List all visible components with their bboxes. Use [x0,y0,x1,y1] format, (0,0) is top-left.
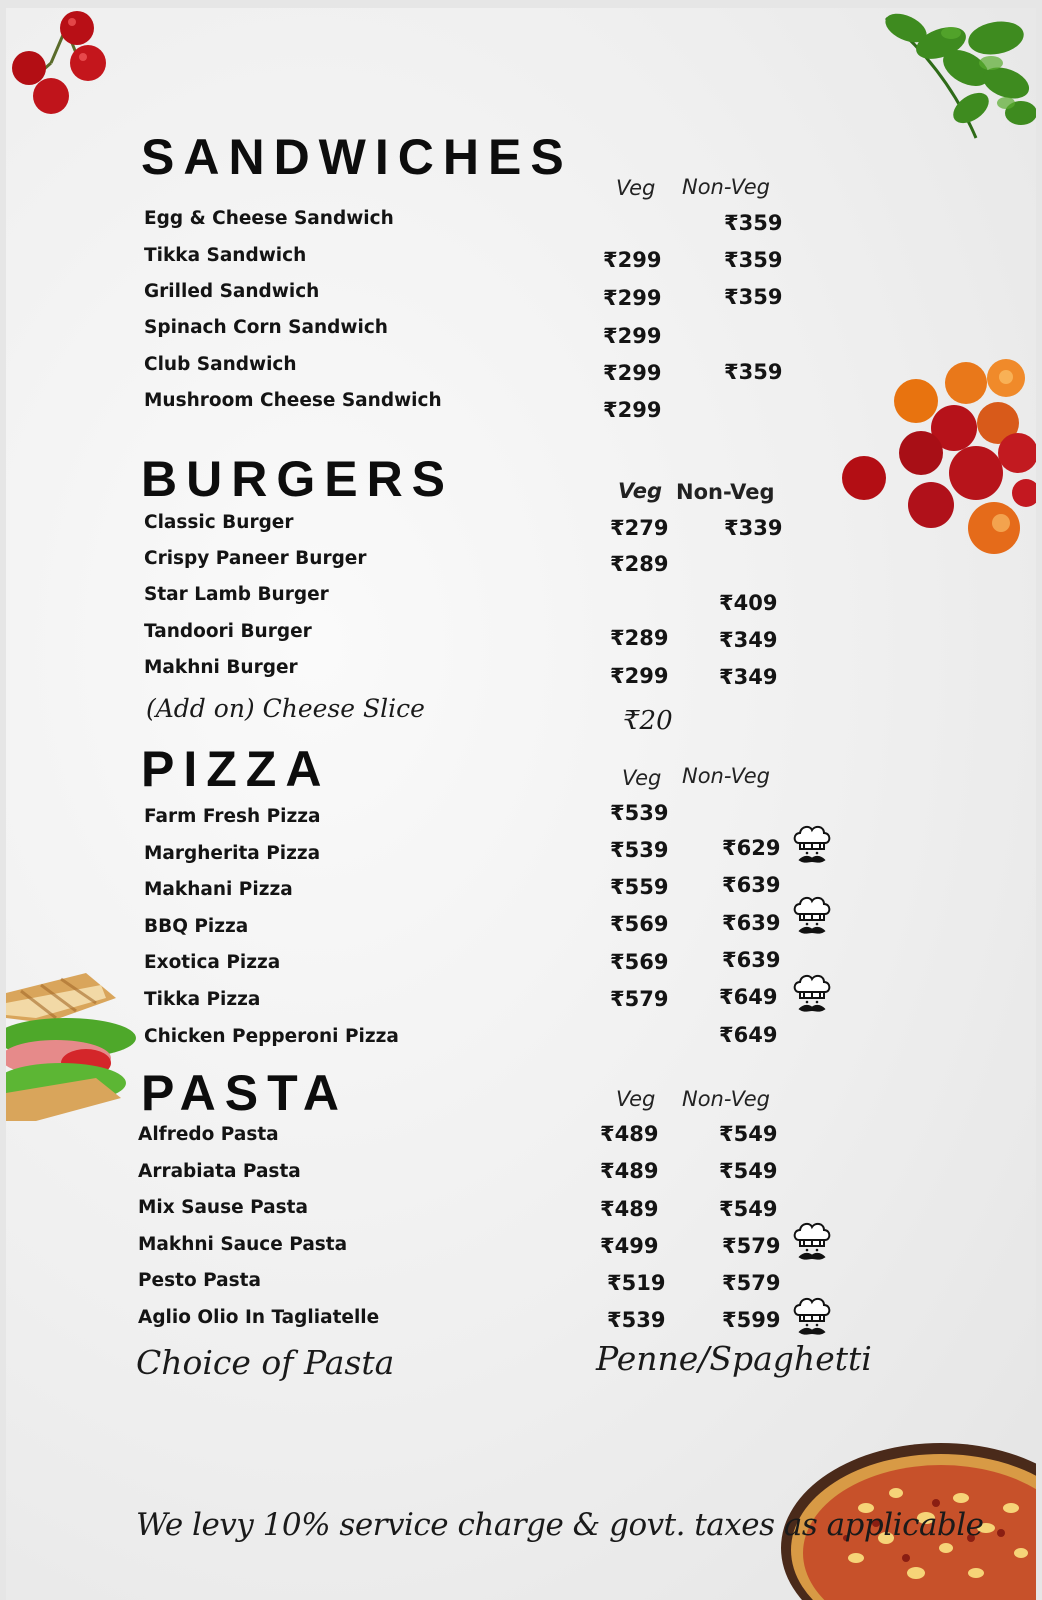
menu-item-name: Arrabiata Pasta [138,1161,301,1182]
cherry-tomatoes-right-image [836,353,1036,563]
nonveg-price: ₹599 [722,1308,781,1332]
nonveg-price: ₹549 [719,1197,778,1221]
menu-item-name: Spinach Corn Sandwich [144,317,388,338]
nonveg-price: ₹649 [719,1023,778,1047]
veg-price: ₹299 [610,664,669,688]
menu-item-name: Makhni Sauce Pasta [138,1234,348,1255]
menu-item-name: Mushroom Cheese Sandwich [144,390,442,411]
veg-price: ₹489 [600,1197,659,1221]
menu-item-name: Classic Burger [144,512,294,533]
choice-of-pasta-label: Choice of Pasta [136,1343,395,1382]
nonveg-price: ₹359 [724,360,783,384]
menu-item-name: Tikka Sandwich [144,245,307,266]
burgers-veg-header: Veg [618,479,662,503]
veg-price: ₹489 [600,1159,659,1183]
veg-price: ₹299 [603,248,662,272]
chef-hat-mustache-icon [790,1295,834,1339]
addon-cheese-slice-label: (Add on) Cheese Slice [146,694,425,723]
menu-item-name: Margherita Pizza [144,843,321,864]
veg-price: ₹569 [610,912,669,936]
menu-item-name: Farm Fresh Pizza [144,806,321,827]
veg-price: ₹579 [610,987,669,1011]
nonveg-price: ₹359 [724,248,783,272]
sandwich-image [6,963,146,1123]
chef-hat-mustache-icon [790,823,834,867]
veg-price: ₹489 [600,1122,659,1146]
nonveg-price: ₹639 [722,873,781,897]
menu-item-name: Aglio Olio In Tagliatelle [138,1307,380,1328]
service-charge-note: We levy 10% service charge & govt. taxes as applicable [136,1507,984,1543]
menu-item-name: Tikka Pizza [144,989,261,1010]
menu-item-name: Chicken Pepperoni Pizza [144,1026,399,1047]
veg-price: ₹539 [610,838,669,862]
menu-item-name: Grilled Sandwich [144,281,320,302]
sandwiches-veg-header: Veg [616,176,656,200]
nonveg-price: ₹339 [724,516,783,540]
menu-item-name: Crispy Paneer Burger [144,548,367,569]
veg-price: ₹289 [610,626,669,650]
choice-of-pasta-value: Penne/Spaghetti [596,1339,872,1378]
nonveg-price: ₹349 [719,628,778,652]
veg-price: ₹289 [610,552,669,576]
veg-price: ₹299 [603,286,662,310]
veg-price: ₹519 [607,1271,666,1295]
pizza-nonveg-header: Non-Veg [682,764,770,788]
menu-item-name: Makhani Pizza [144,879,293,900]
nonveg-price: ₹549 [719,1159,778,1183]
nonveg-price: ₹579 [722,1271,781,1295]
pasta-veg-header: Veg [616,1087,656,1111]
nonveg-price: ₹359 [724,285,783,309]
section-title-burgers: BURGERS [141,451,455,507]
veg-price: ₹299 [603,398,662,422]
menu-item-name: Exotica Pizza [144,952,281,973]
veg-price: ₹539 [610,801,669,825]
menu-item-name: Alfredo Pasta [138,1124,279,1145]
parsley-image [866,8,1036,143]
veg-price: ₹499 [600,1234,659,1258]
pasta-nonveg-header: Non-Veg [682,1087,770,1111]
menu-item-name: Tandoori Burger [144,621,312,642]
menu-item-name: BBQ Pizza [144,916,249,937]
chef-hat-mustache-icon [790,1220,834,1264]
addon-cheese-slice-price: ₹20 [623,706,673,736]
menu-item-name: Makhni Burger [144,657,298,678]
menu-page [6,8,1036,1600]
chef-hat-mustache-icon [790,972,834,1016]
nonveg-price: ₹409 [719,591,778,615]
nonveg-price: ₹639 [722,911,781,935]
nonveg-price: ₹649 [719,985,778,1009]
menu-item-name: Club Sandwich [144,354,297,375]
sandwiches-nonveg-header: Non-Veg [682,175,770,199]
nonveg-price: ₹349 [719,665,778,689]
section-title-pasta: PASTA [141,1065,349,1121]
cherry-tomatoes-topleft-image [6,8,116,123]
menu-item-name: Pesto Pasta [138,1270,261,1291]
nonveg-price: ₹629 [722,836,781,860]
nonveg-price: ₹639 [722,948,781,972]
veg-price: ₹559 [610,875,669,899]
nonveg-price: ₹549 [719,1122,778,1146]
menu-item-name: Star Lamb Burger [144,584,329,605]
menu-item-name: Mix Sause Pasta [138,1197,308,1218]
veg-price: ₹279 [610,516,669,540]
veg-price: ₹299 [603,361,662,385]
nonveg-price: ₹579 [722,1234,781,1258]
chef-hat-mustache-icon [790,894,834,938]
menu-item-name: Egg & Cheese Sandwich [144,208,394,229]
veg-price: ₹539 [607,1308,666,1332]
nonveg-price: ₹359 [724,211,783,235]
pizza-veg-header: Veg [622,766,662,790]
veg-price: ₹569 [610,950,669,974]
burgers-nonveg-header: Non-Veg [676,480,775,504]
section-title-pizza: PIZZA [141,741,331,797]
section-title-sandwiches: SANDWICHES [141,129,573,185]
veg-price: ₹299 [603,324,662,348]
